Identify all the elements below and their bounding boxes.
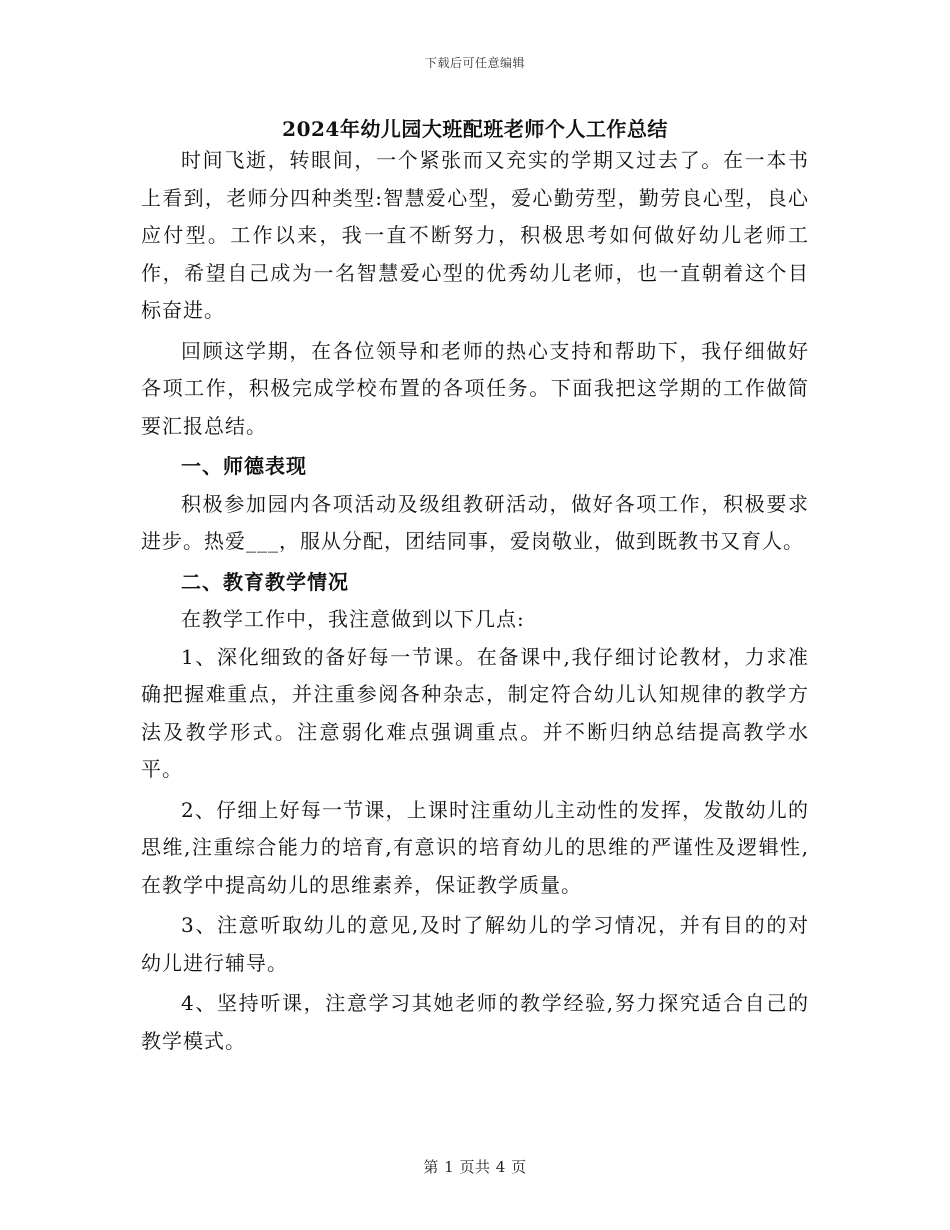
page-header: 下载后可任意编辑 [424,56,525,70]
page-footer: 第 1 页共 4 页 [423,1158,527,1176]
list-item-paragraph: 1、深化细致的备好每一节课。在备课中,我仔细讨论教材，力求准确把握难重点，并注重参阅各种杂志，制定符合幼儿认知规律的教学方法及教学形式。注意弱化难点强调重点。并不断归纳总结提高教学水平。 [141,644,809,781]
list-item-paragraph: 4、坚持听课，注意学习其她老师的教学经验,努力探究适合自己的教学模式。 [141,991,809,1053]
list-item-paragraph: 2、仔细上好每一节课，上课时注重幼儿主动性的发挥，发散幼儿的思维,注重综合能力的培育,有意识的培育幼儿的思维的严谨性及逻辑性,在教学中提高幼儿的思维素养，保证教学质量。 [141,797,809,897]
document-body [141,112,809,1060]
section-paragraph: 积极参加园内各项活动及级组教研活动，做好各项工作，积极要求进步。热爱___，服从分配，团结同事，爱岗敬业，做到既教书又育人。 [141,491,809,553]
document-title: 2024年幼儿园大班配班老师个人工作总结 [282,117,668,141]
intro-paragraph: 回顾这学期，在各位领导和老师的热心支持和帮助下，我仔细做好各项工作，积极完成学校布置的各项任务。下面我把这学期的工作做简要汇报总结。 [141,338,809,438]
list-item-paragraph: 3、注意听取幼儿的意见,及时了解幼儿的学习情况，并有目的的对幼儿进行辅导。 [141,913,809,975]
section-heading-teaching: 二、教育教学情况 [181,569,349,594]
section-paragraph: 在教学工作中，我注意做到以下几点: [181,607,525,631]
section-heading-ethics: 一、师德表现 [181,454,307,478]
intro-paragraph: 时间飞逝，转眼间，一个紧张而又充实的学期又过去了。在一本书上看到，老师分四种类型:智慧爱心型，爱心勤劳型，勤劳良心型，良心应付型。工作以来，我一直不断努力，积极思考如何做好幼儿老师工作，希望自己成为一名智慧爱心型的优秀幼儿老师，也一直朝着这个目标奋进。 [141,148,809,322]
